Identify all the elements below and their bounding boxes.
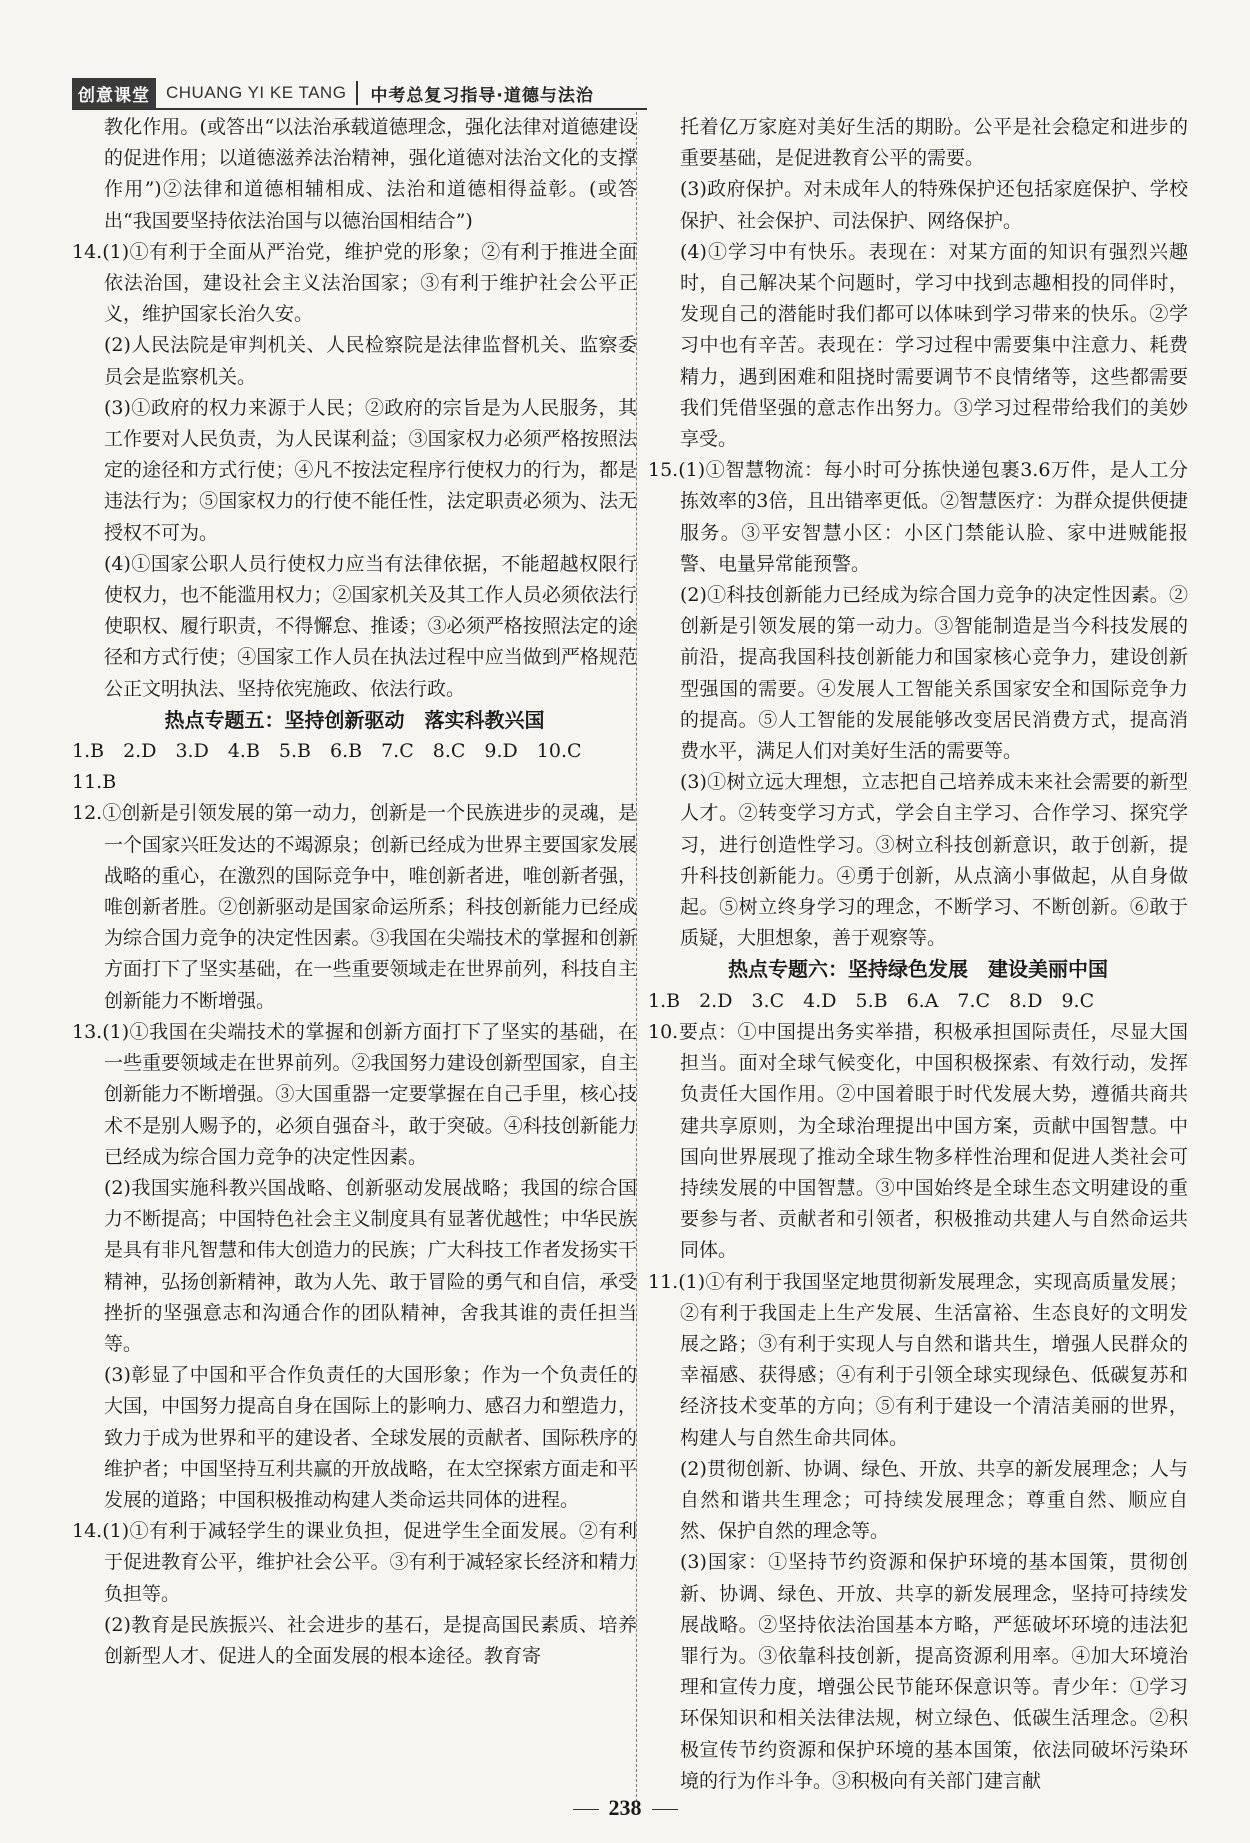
answer-paragraph: (2)教育是民族振兴、社会进步的基石，是提高国民素质、培养创新型人才、促进人的全面发展的根本途径。教育寄	[104, 1613, 637, 1667]
answer-paragraph: 托着亿万家庭对美好生活的期盼。公平是社会稳定和进步的重要基础，是促进教育公平的需要。	[680, 116, 1188, 170]
answer-item: 12.①创新是引领发展的第一动力，创新是一个民族进步的灵魂，是一个国家兴旺发达的不竭源泉；创新已经成为世界主要国家发展战略的重心，在激烈的国际竞争中，唯创新者进，唯创新者强，唯创新者胜。②创新驱动是国家命运所系；科技创新能力已经成为综合国力竞争的决定性因素。③我国在尖端技术的掌握和创新方面打下了坚实基础，在一些重要领域走在世界前列，科技自主创新能力不断增强。	[72, 802, 637, 1012]
choice-answers: 1.B 2.D 3.D 4.B 5.B 6.B 7.C 8.C 9.D 10.C	[72, 740, 582, 763]
answer-item: 11.(1)①有利于我国坚定地贯彻新发展理念，实现高质量发展；②有利于我国走上生产发展、生活富裕、生态良好的文明发展之路；③有利于实现人与自然和谐共生，增强人民群众的幸福感、获得感；④有利于引领全球实现绿色、低碳复苏和经济技术变革的方向；⑤有利于建设一个清洁美丽的世界，构建人与自然生命共同体。	[648, 1270, 1188, 1449]
answer-item: 13.(1)①我国在尖端技术的掌握和创新方面打下了坚实的基础，在一些重要领域走在世界前列。②我国努力建设创新型国家，自主创新能力不断增强。③大国重器一定要掌握在自己手里，核心技术不是别人赐予的，必须自强奋斗，敢于突破。④科技创新能力已经成为综合国力竞争的决定性因素。	[72, 1020, 637, 1168]
right-column	[648, 112, 1188, 1797]
brand-english: CHUANG YI KE TANG	[156, 81, 358, 105]
brand-label: 创意课堂	[72, 78, 156, 109]
answer-item: 14.(1)①有利于全面从严治党，维护党的形象；②有利于推进全面依法治国，建设社会主义法治国家；③有利于维护社会公平正义，维护国家长治久安。	[72, 240, 637, 326]
left-column	[72, 112, 637, 1672]
answer-paragraph: (3)国家：①坚持节约资源和保护环境的基本国策，贯彻创新、协调、绿色、开放、共享的新发展理念，坚持可持续发展战略。②坚持依法治国基本方略，严惩破坏环境的违法犯罪行为。③依靠科技创新，提高资源利用率。④加大环境治理和宣传力度，增强公民节能环保意识等。青少年：①学习环保知识和相关法律法规，树立绿色、低碳生活理念。②积极宣传节约资源和保护环境的基本国策，依法同破坏污染环境的行为作斗争。③积极向有关部门建言献	[680, 1551, 1188, 1792]
page-number	[0, 1795, 1250, 1821]
answer-paragraph: (4)①国家公职人员行使权力应当有法律依据，不能超越权限行使权力，也不能滥用权力；②国家机关及其工作人员必须依法行使职权、履行职责，不得懈怠、推诿；③必须严格按照法定的途径和方式行使；④国家工作人员在执法过程中应当做到严格规范公正文明执法、坚持依宪施政、依法行政。	[104, 552, 637, 700]
answer-paragraph: (2)①科技创新能力已经成为综合国力竞争的决定性因素。②创新是引领发展的第一动力。③智能制造是当今科技发展的前沿，提高我国科技创新能力和国家核心竞争力，建设创新型强国的需要。④发展人工智能关系国家安全和国际竞争力的提高。⑤人工智能的发展能够改变居民消费方式，提高消费水平，满足人们对美好生活的需要等。	[680, 584, 1188, 763]
answer-paragraph: (3)①政府的权力来源于人民；②政府的宗旨是为人民服务，其工作要对人民负责，为人民谋利益；③国家权力必须严格按照法定的途径和方式行使；④凡不按法定程序行使权力的行为，都是违法行为；⑤国家权力的行使不能任性，法定职责必须为、法无授权不可为。	[104, 396, 637, 544]
answer-item: 14.(1)①有利于减轻学生的课业负担，促进学生全面发展。②有利于促进教育公平，维护社会公平。③有利于减轻家长经济和精力负担等。	[72, 1520, 637, 1605]
page-header	[72, 78, 647, 110]
answer-paragraph: (2)人民法院是审判机关、人民检察院是法律监督机关、监察委员会是监察机关。	[104, 334, 637, 388]
answer-paragraph: (4)①学习中有快乐。表现在：对某方面的知识有强烈兴趣时，自己解决某个问题时，学习中找到志趣相投的同伴时，发现自己的潜能时我们都可以体味到学习带来的快乐。②学习中也有辛苦。表现在：学习过程中需要集中注意力、耗费精力，遇到困难和阻挠时需要调节不良情绪等，这些都需要我们凭借坚强的意志作出努力。③学习过程带给我们的美妙享受。	[680, 240, 1188, 451]
section-title: 热点专题五：坚持创新驱动 落实科教兴国	[164, 707, 545, 732]
choice-answers: 1.B 2.D 3.C 4.D 5.B 6.A 7.C 8.D 9.C	[648, 989, 1095, 1012]
answer-item: 15.(1)①智慧物流：每小时可分拣快递包裹3.6万件，是人工分拣效率的3倍，且出错率更低。②智慧医疗：为群众提供便捷服务。③平安智慧小区：小区门禁能认脸、家中进贼能报警、电量异常能预警。	[648, 459, 1188, 575]
answer-paragraph: (3)①树立远大理想，立志把自己培养成未来社会需要的新型人才。②转变学习方式，学会自主学习、合作学习、探究学习，进行创造性学习。③树立科技创新意识，敢于创新，提升科技创新能力。④勇于创新，从点滴小事做起，从自身做起。⑤树立终身学习的理念，不断学习、不断创新。⑥敢于质疑，大胆想象，善于观察等。	[680, 771, 1188, 950]
column-divider	[636, 112, 637, 1802]
answer-paragraph: (3)彰显了中国和平合作负责任的大国形象；作为一个负责任的大国，中国努力提高自身在国际上的影响力、感召力和塑造力，致力于成为世界和平的建设者、全球发展的贡献者、国际秩序的维护者；中国坚持互利共赢的开放战略，在太空探索方面走和平发展的道路；中国积极推动构建人类命运共同体的进程。	[104, 1364, 637, 1511]
answer-paragraph: (2)贯彻创新、协调、绿色、开放、共享的新发展理念；人与自然和谐共生理念；可持续发展理念；尊重自然、顺应自然、保护自然的理念等。	[680, 1457, 1188, 1543]
choice-answers: 11.B	[72, 771, 117, 794]
book-title: 中考总复习指导·道德与法治	[370, 85, 594, 106]
answer-paragraph: (2)我国实施科教兴国战略、创新驱动发展战略；我国的综合国力不断提高；中国特色社会主义制度具有显著优越性；中华民族是具有非凡智慧和伟大创造力的民族；广大科技工作者发扬实干精神，弘扬创新精神，敢为人先、敢于冒险的勇气和自信，承受挫折的坚强意志和沟通合作的团队精神，舍我其谁的责任担当等。	[104, 1176, 637, 1355]
answer-item: 10.要点：①中国提出务实举措，积极承担国际责任，尽显大国担当。面对全球气候变化，中国积极探索、有效行动，发挥负责任大国作用。②中国着眼于时代发展大势，遵循共商共建共享原则，为全球治理提出中国方案，贡献中国智慧。中国向世界展现了推动全球生物多样性治理和促进人类社会可持续发展的中国智慧。③中国始终是全球生态文明建设的重要参与者、贡献者和引领者，积极推动共建人与自然命运共同体。	[648, 1020, 1188, 1262]
answer-paragraph: 教化作用。(或答出“以法治承载道德理念，强化法律对道德建设的促进作用；以道德滋养法治精神，强化道德对法治文化的支撑作用”)②法律和道德相辅相成、法治和道德相得益彰。(或答出“我国要坚持依法治国与以德治国相结合”)	[104, 116, 637, 232]
answer-paragraph: (3)政府保护。对未成年人的特殊保护还包括家庭保护、学校保护、社会保护、司法保护、网络保护。	[680, 178, 1188, 232]
page-number-text: 238	[608, 1795, 642, 1820]
section-title: 热点专题六：坚持绿色发展 建设美丽中国	[728, 957, 1108, 982]
